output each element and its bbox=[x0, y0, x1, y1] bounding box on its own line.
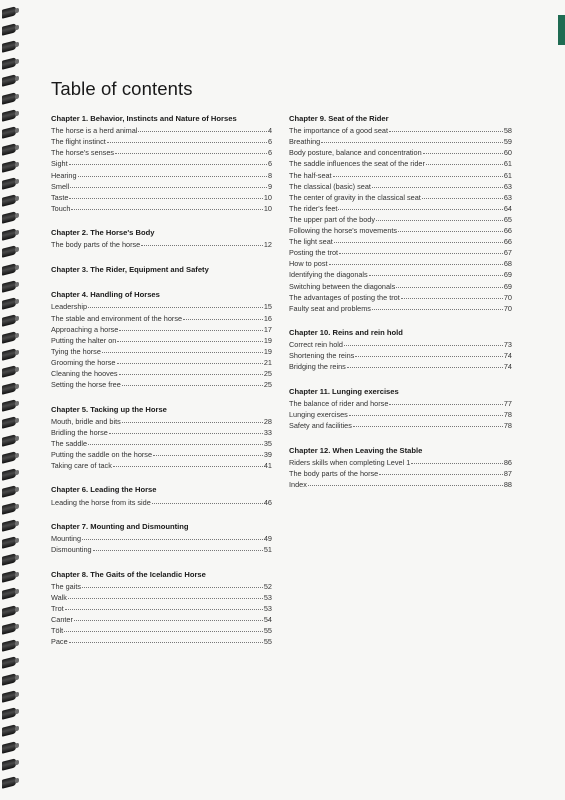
toc-entry-page-number: 55 bbox=[263, 626, 272, 636]
dot-leader bbox=[372, 179, 503, 188]
toc-entry-label: Posting the trot bbox=[289, 248, 339, 258]
binding-ring bbox=[2, 263, 16, 275]
toc-entry-page-number: 41 bbox=[263, 461, 272, 471]
binding-ring bbox=[2, 211, 16, 223]
binding-ring bbox=[2, 519, 16, 531]
toc-entry bbox=[51, 378, 272, 389]
binding-ring bbox=[2, 160, 16, 172]
toc-entry-page-number: 64 bbox=[503, 203, 512, 213]
toc-entry-label: Tölt bbox=[51, 626, 64, 636]
dot-leader bbox=[347, 359, 503, 368]
dot-leader bbox=[353, 418, 503, 427]
binding-ring bbox=[2, 690, 16, 702]
toc-entry bbox=[51, 459, 272, 470]
toc-entry-label: Trot bbox=[51, 604, 64, 614]
page-tab-marker bbox=[558, 15, 565, 45]
toc-entry-label: The importance of a good seat bbox=[289, 126, 388, 136]
dot-leader bbox=[423, 145, 503, 154]
toc-right-column bbox=[289, 113, 512, 503]
toc-entry-label: The rider's feet bbox=[289, 203, 338, 213]
toc-entry-page-number: 19 bbox=[263, 335, 272, 345]
toc-entry-page-number: 61 bbox=[503, 170, 512, 180]
toc-entry-label: Shortening the reins bbox=[289, 351, 355, 361]
toc-entry-page-number: 54 bbox=[263, 615, 272, 625]
toc-entry-label: Hearing bbox=[51, 170, 77, 180]
chapter-title: Chapter 3. The Rider, Equipment and Safety bbox=[51, 264, 209, 274]
toc-entry-label: Approaching a horse bbox=[51, 324, 119, 334]
dot-leader bbox=[82, 531, 263, 540]
toc-entry-label: Safety and facilities bbox=[289, 421, 352, 431]
chapter-section bbox=[51, 404, 272, 471]
toc-entry-page-number: 46 bbox=[263, 497, 272, 507]
binding-ring bbox=[2, 348, 16, 360]
chapter-title: Chapter 10. Reins and rein hold bbox=[289, 328, 403, 338]
binding-ring bbox=[2, 246, 16, 258]
binding-ring bbox=[2, 451, 16, 463]
chapter-title: Chapter 6. Leading the Horse bbox=[51, 485, 157, 495]
toc-entry-page-number: 28 bbox=[263, 416, 272, 426]
toc-entry-label: Walk bbox=[51, 593, 67, 603]
chapter-title: Chapter 2. The Horse's Body bbox=[51, 228, 155, 238]
toc-entry-label: Breathing bbox=[289, 137, 321, 147]
binding-ring bbox=[2, 143, 16, 155]
binding-ring bbox=[2, 58, 16, 70]
chapter-section bbox=[289, 327, 512, 371]
dot-leader bbox=[69, 190, 262, 199]
dot-leader bbox=[422, 190, 503, 199]
toc-entry-page-number: 88 bbox=[503, 479, 512, 489]
toc-entry-page-number: 6 bbox=[267, 137, 272, 147]
binding-ring bbox=[2, 485, 16, 497]
dot-leader bbox=[369, 267, 503, 276]
dot-leader bbox=[119, 366, 263, 375]
toc-entry-page-number: 65 bbox=[503, 214, 512, 224]
toc-entry bbox=[289, 302, 512, 313]
chapter-title: Chapter 7. Mounting and Dismounting bbox=[51, 522, 189, 532]
dot-leader bbox=[411, 455, 503, 464]
toc-entry-page-number: 87 bbox=[503, 468, 512, 478]
toc-entry-label: Following the horse's movements bbox=[289, 226, 398, 236]
binding-ring bbox=[2, 109, 16, 121]
toc-entry-page-number: 63 bbox=[503, 192, 512, 202]
binding-ring bbox=[2, 434, 16, 446]
toc-entry-page-number: 70 bbox=[503, 292, 512, 302]
dot-leader bbox=[117, 333, 263, 342]
toc-entry-label: Smell bbox=[51, 181, 70, 191]
toc-entry bbox=[51, 635, 272, 646]
toc-entry-page-number: 53 bbox=[263, 604, 272, 614]
dot-leader bbox=[389, 396, 502, 405]
toc-entry-page-number: 60 bbox=[503, 148, 512, 158]
toc-entry-page-number: 58 bbox=[503, 126, 512, 136]
binding-ring bbox=[2, 126, 16, 138]
toc-entry-label: The flight instinct bbox=[51, 137, 106, 147]
dot-leader bbox=[69, 156, 267, 165]
chapter-section bbox=[51, 227, 272, 249]
dot-leader bbox=[102, 344, 263, 353]
toc-entry-label: The saddle bbox=[51, 438, 88, 448]
binding-ring bbox=[2, 92, 16, 104]
chapter-title: Chapter 5. Tacking up the Horse bbox=[51, 404, 167, 414]
toc-entry-label: Dismounting bbox=[51, 545, 92, 555]
binding-ring bbox=[2, 707, 16, 719]
dot-leader bbox=[376, 212, 503, 221]
toc-entry-page-number: 49 bbox=[263, 534, 272, 544]
toc-entry-page-number: 66 bbox=[503, 226, 512, 236]
dot-leader bbox=[115, 145, 267, 154]
binding-ring bbox=[2, 605, 16, 617]
toc-entry-page-number: 67 bbox=[503, 248, 512, 258]
dot-leader bbox=[109, 425, 263, 434]
binding-ring bbox=[2, 673, 16, 685]
toc-entry-label: Tying the horse bbox=[51, 346, 101, 356]
toc-entry bbox=[51, 496, 272, 507]
toc-entry-page-number: 39 bbox=[263, 450, 272, 459]
toc-entry-label: The body parts of the horse bbox=[51, 240, 141, 250]
binding-ring bbox=[2, 177, 16, 189]
binding-ring bbox=[2, 536, 16, 548]
binding-ring bbox=[2, 23, 16, 35]
binding-ring bbox=[2, 639, 16, 651]
dot-leader bbox=[70, 179, 267, 188]
toc-entry-label: Index bbox=[289, 479, 307, 489]
toc-entry-label: The balance of rider and horse bbox=[289, 399, 389, 409]
toc-entry-label: The gaits bbox=[51, 581, 82, 591]
binding-ring bbox=[2, 194, 16, 206]
chapter-title: Chapter 9. Seat of the Rider bbox=[289, 114, 389, 123]
toc-entry bbox=[51, 202, 272, 213]
chapter-title: Chapter 1. Behavior, Instincts and Nature of Horses bbox=[51, 114, 237, 123]
chapter-title: Chapter 11. Lunging exercises bbox=[289, 386, 399, 396]
toc-entry-page-number: 10 bbox=[263, 192, 272, 202]
dot-leader bbox=[321, 134, 503, 143]
toc-entry-label: Sight bbox=[51, 159, 68, 169]
toc-entry bbox=[51, 238, 272, 249]
toc-entry-label: Grooming the horse bbox=[51, 357, 116, 367]
dot-leader bbox=[396, 279, 503, 288]
dot-leader bbox=[344, 337, 503, 346]
toc-entry-page-number: 55 bbox=[263, 637, 272, 647]
toc-entry-label: Canter bbox=[51, 615, 73, 625]
toc-entry-label: Putting the saddle on the horse bbox=[51, 450, 153, 459]
toc-entry-page-number: 66 bbox=[503, 237, 512, 247]
toc-entry-label: Faulty seat and problems bbox=[289, 303, 371, 313]
binding-ring bbox=[2, 75, 16, 87]
toc-entry-page-number: 63 bbox=[503, 181, 512, 191]
chapter-section bbox=[51, 289, 272, 389]
toc-entry bbox=[51, 543, 272, 554]
toc-entry-label: The stable and environment of the horse bbox=[51, 313, 183, 323]
toc-entry-page-number: 9 bbox=[267, 181, 272, 191]
toc-entry-label: Setting the horse free bbox=[51, 380, 121, 390]
toc-entry-label: The center of gravity in the classical seat bbox=[289, 192, 421, 202]
dot-leader bbox=[88, 436, 263, 445]
dot-leader bbox=[68, 590, 263, 599]
toc-entry-page-number: 73 bbox=[503, 340, 512, 350]
toc-entry-label: Bridging the reins bbox=[289, 362, 346, 372]
toc-entry-page-number: 21 bbox=[263, 357, 272, 367]
toc-entry-label: The saddle influences the seat of the rider bbox=[289, 159, 425, 169]
toc-entry-page-number: 19 bbox=[263, 346, 272, 356]
binding-ring bbox=[2, 229, 16, 241]
toc-entry-page-number: 16 bbox=[263, 313, 272, 323]
toc-entry-page-number: 53 bbox=[263, 593, 272, 603]
dot-leader bbox=[183, 311, 263, 320]
dot-leader bbox=[69, 634, 263, 643]
dot-leader bbox=[338, 201, 502, 210]
dot-leader bbox=[119, 322, 263, 331]
chapter-section bbox=[289, 386, 512, 430]
toc-entry-page-number: 70 bbox=[503, 303, 512, 313]
binding-ring bbox=[2, 382, 16, 394]
binding-ring bbox=[2, 622, 16, 634]
toc-entry-page-number: 51 bbox=[263, 545, 272, 555]
toc-entry-label: Putting the halter on bbox=[51, 335, 117, 345]
binding-ring bbox=[2, 40, 16, 52]
toc-entry-label: Body posture, balance and concentration bbox=[289, 148, 422, 158]
toc-entry-page-number: 78 bbox=[503, 410, 512, 420]
dot-leader bbox=[88, 299, 263, 308]
binding-ring bbox=[2, 656, 16, 668]
toc-entry-page-number: 33 bbox=[263, 427, 272, 437]
binding-ring bbox=[2, 417, 16, 429]
binding-ring bbox=[2, 365, 16, 377]
dot-leader bbox=[372, 301, 503, 310]
chapter-section bbox=[51, 569, 272, 647]
toc-entry bbox=[289, 478, 512, 489]
chapter-section bbox=[51, 521, 272, 554]
dot-leader bbox=[71, 201, 262, 210]
chapter-section bbox=[51, 484, 272, 506]
chapter-section bbox=[51, 264, 272, 275]
toc-entry-label: The horse's senses bbox=[51, 148, 115, 158]
dot-leader bbox=[65, 601, 263, 610]
dot-leader bbox=[333, 168, 503, 177]
binding-ring bbox=[2, 331, 16, 343]
toc-entry-label: Bridling the horse bbox=[51, 427, 108, 437]
toc-entry-label: Touch bbox=[51, 203, 71, 213]
toc-entry-label: The light seat bbox=[289, 237, 333, 247]
toc-entry-page-number: 78 bbox=[503, 421, 512, 431]
dot-leader bbox=[334, 234, 503, 243]
toc-entry-page-number: 10 bbox=[263, 203, 272, 213]
toc-entry-label: Taste bbox=[51, 192, 69, 202]
dot-leader bbox=[389, 123, 503, 132]
page-title: Table of contents bbox=[51, 78, 193, 99]
chapter-section bbox=[289, 445, 512, 489]
toc-entry-page-number: 6 bbox=[267, 159, 272, 169]
dot-leader bbox=[64, 623, 263, 632]
toc-entry-label: Cleaning the hooves bbox=[51, 369, 118, 379]
binding-ring bbox=[2, 724, 16, 736]
dot-leader bbox=[349, 407, 503, 416]
toc-entry-label: Lunging exercises bbox=[289, 410, 348, 420]
chapter-section bbox=[289, 113, 512, 313]
dot-leader bbox=[93, 542, 263, 551]
dot-leader bbox=[82, 579, 263, 588]
toc-entry-page-number: 52 bbox=[263, 581, 272, 591]
dot-leader bbox=[78, 168, 267, 177]
toc-entry-page-number: 69 bbox=[503, 281, 512, 291]
toc-entry-label: The advantages of posting the trot bbox=[289, 292, 400, 302]
toc-entry-page-number: 59 bbox=[503, 137, 512, 147]
chapter-title: Chapter 8. The Gaits of the Icelandic Horse bbox=[51, 569, 206, 579]
toc-entry-page-number: 8 bbox=[267, 170, 272, 180]
toc-entry-label: The upper part of the body bbox=[289, 214, 375, 224]
toc-entry-page-number: 77 bbox=[503, 399, 512, 409]
binding-ring bbox=[2, 759, 16, 771]
dot-leader bbox=[117, 355, 263, 364]
toc-entry-page-number: 17 bbox=[263, 324, 272, 334]
dot-leader bbox=[379, 466, 503, 475]
dot-leader bbox=[122, 377, 263, 386]
toc-entry bbox=[289, 419, 512, 430]
toc-entry-label: Leadership bbox=[51, 302, 88, 312]
dot-leader bbox=[113, 458, 263, 467]
toc-entry-label: The classical (basic) seat bbox=[289, 181, 371, 191]
dot-leader bbox=[74, 612, 263, 621]
toc-entry-label: Switching between the diagonals bbox=[289, 281, 396, 291]
dot-leader bbox=[107, 134, 267, 143]
binding-ring bbox=[2, 588, 16, 600]
dot-leader bbox=[339, 245, 503, 254]
dot-leader bbox=[138, 123, 267, 132]
spiral-binding bbox=[0, 0, 24, 800]
toc-entry-page-number: 15 bbox=[263, 302, 272, 312]
toc-entry-page-number: 61 bbox=[503, 159, 512, 169]
toc-entry-page-number: 69 bbox=[503, 270, 512, 280]
toc-entry-page-number: 74 bbox=[503, 351, 512, 361]
toc-entry-page-number: 12 bbox=[263, 240, 272, 250]
dot-leader bbox=[401, 290, 503, 299]
dot-leader bbox=[355, 348, 503, 357]
dot-leader bbox=[426, 156, 503, 165]
binding-ring bbox=[2, 553, 16, 565]
toc-entry-label: The body parts of the horse bbox=[289, 468, 379, 478]
toc-entry-page-number: 74 bbox=[503, 362, 512, 372]
toc-entry-label: Mounting bbox=[51, 534, 82, 544]
toc-entry-label: How to post bbox=[289, 259, 328, 269]
chapter-section bbox=[51, 113, 272, 213]
toc-entry bbox=[289, 360, 512, 371]
toc-entry-label: Leading the horse from its side bbox=[51, 497, 151, 507]
toc-entry-page-number: 35 bbox=[263, 438, 272, 448]
toc-entry-label: Riders skills when completing Level 1 bbox=[289, 457, 411, 467]
toc-entry-label: Identifying the diagonals bbox=[289, 270, 368, 280]
dot-leader bbox=[329, 256, 503, 265]
toc-left-column bbox=[51, 113, 272, 661]
binding-ring bbox=[2, 571, 16, 583]
dot-leader bbox=[152, 495, 263, 504]
toc-entry-page-number: 68 bbox=[503, 259, 512, 269]
binding-ring bbox=[2, 776, 16, 788]
binding-ring bbox=[2, 502, 16, 514]
binding-ring bbox=[2, 297, 16, 309]
toc-entry-label: The half-seat bbox=[289, 170, 332, 180]
toc-entry-label: Correct rein hold bbox=[289, 340, 343, 350]
toc-entry-page-number: 4 bbox=[267, 126, 272, 136]
binding-ring bbox=[2, 742, 16, 754]
binding-ring bbox=[2, 314, 16, 326]
binding-ring bbox=[2, 280, 16, 292]
toc-entry-page-number: 25 bbox=[263, 369, 272, 379]
toc-entry-label: The horse is a herd animal bbox=[51, 126, 138, 136]
dot-leader bbox=[153, 447, 263, 456]
dot-leader bbox=[141, 237, 263, 246]
dot-leader bbox=[398, 223, 503, 232]
toc-entry-label: Taking care of tack bbox=[51, 461, 112, 471]
toc-entry-label: Pace bbox=[51, 637, 68, 647]
binding-ring bbox=[2, 6, 16, 18]
toc-entry-page-number: 86 bbox=[503, 457, 512, 467]
toc-entry-label: Mouth, bridle and bits bbox=[51, 416, 121, 426]
chapter-title: Chapter 12. When Leaving the Stable bbox=[289, 445, 423, 455]
toc-entry-page-number: 6 bbox=[267, 148, 272, 158]
dot-leader bbox=[122, 414, 263, 423]
binding-ring bbox=[2, 468, 16, 480]
toc-entry-page-number: 25 bbox=[263, 380, 272, 390]
dot-leader bbox=[308, 477, 503, 486]
chapter-title: Chapter 4. Handling of Horses bbox=[51, 290, 160, 300]
binding-ring bbox=[2, 400, 16, 412]
